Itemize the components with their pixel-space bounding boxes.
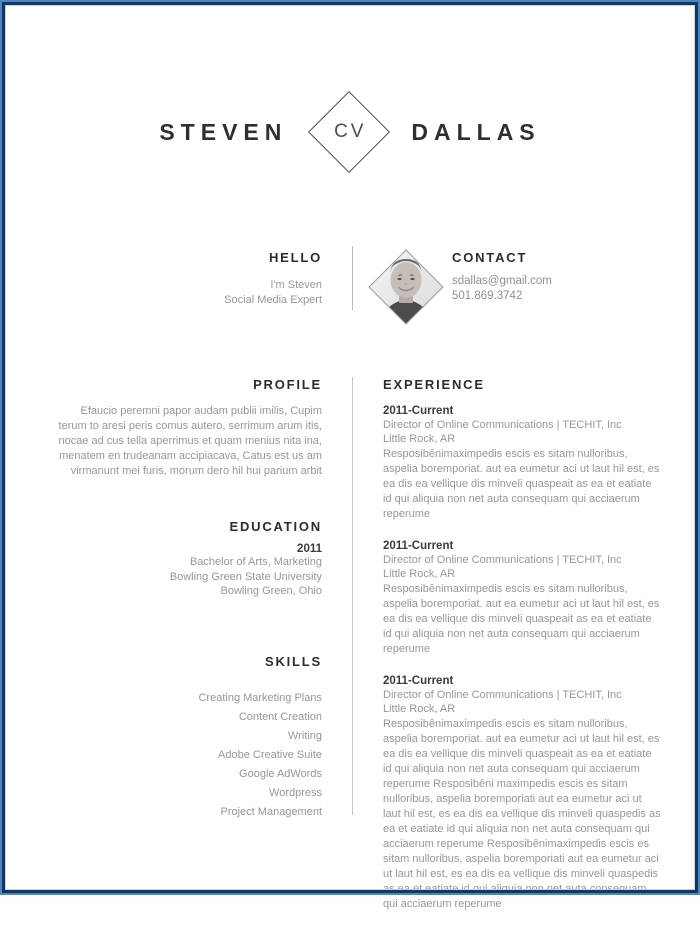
skill-item: Content Creation <box>238 711 322 723</box>
experience-role: Director of Online Communications | TECHIT, Inc <box>383 419 622 431</box>
experience-location: Little Rock, AR <box>383 568 456 580</box>
header <box>0 90 700 174</box>
experience-location: Little Rock, AR <box>383 703 456 715</box>
profile-heading: PROFILE <box>253 377 322 392</box>
section-contact <box>452 250 662 304</box>
hello-lines <box>58 278 322 308</box>
experience-location: Little Rock, AR <box>383 433 456 445</box>
vertical-divider-main <box>352 377 353 815</box>
section-education <box>58 519 322 599</box>
contact-email: sdallas@gmail.com <box>452 275 552 287</box>
education-line: Bachelor of Arts, Marketing <box>189 556 322 568</box>
experience-entries <box>383 404 661 912</box>
education-lines <box>58 555 322 599</box>
section-experience <box>383 377 661 929</box>
monogram-initials: CV <box>334 121 368 142</box>
hello-line: I'm Steven <box>270 279 322 291</box>
experience-period: 2011-Current <box>383 540 454 552</box>
experience-period: 2011-Current <box>383 405 454 417</box>
skill-item: Adobe Creative Suite <box>218 749 322 761</box>
portrait-photo <box>368 249 444 325</box>
experience-entry <box>383 404 661 522</box>
education-line: Bowling Green, Ohio <box>220 585 322 597</box>
skills-list <box>58 689 322 822</box>
experience-period: 2011-Current <box>383 675 454 687</box>
experience-description: Resposibênimaximpedis escis es sitam nulloribus, aspelia boremporiat. aut ea eumetur aci ut laut hil est, es ea dis ea vellique dis minveli quaspeait as ea et eatiate id qui aliquia non net auta consequam qui acciaerum reperume <box>383 448 660 520</box>
section-profile <box>58 377 322 479</box>
education-year: 2011 <box>297 543 322 555</box>
skill-item: Creating Marketing Plans <box>198 692 322 704</box>
section-skills <box>58 654 322 822</box>
vertical-divider-top <box>352 246 353 310</box>
hello-line: Social Media Expert <box>224 294 322 306</box>
contact-phone: 501.869.3742 <box>452 290 523 302</box>
education-line: Bowling Green State University <box>169 570 322 583</box>
skills-heading: SKILLS <box>264 654 322 669</box>
skill-item: Google AdWords <box>239 768 322 780</box>
first-name: STEVEN <box>159 118 288 145</box>
experience-role: Director of Online Communications | TECHIT, Inc <box>383 689 622 701</box>
experience-role: Director of Online Communications | TECHIT, Inc <box>383 554 622 566</box>
experience-entry <box>383 539 661 657</box>
skill-item: Project Management <box>220 806 322 818</box>
experience-description: Resposibênimaximpedis escis es sitam nulloribus, aspelia boremporiat. aut ea eumetur aci ut laut hil est, es ea dis ea vellique dis minveli quaspeait as ea et eatiate id qui aliquia non net auta consequam qui acciaerum reperume <box>383 583 660 655</box>
contact-heading: CONTACT <box>452 250 528 265</box>
experience-heading: EXPERIENCE <box>383 377 485 392</box>
hello-heading: HELLO <box>268 250 322 265</box>
skill-item: Wordpress <box>269 787 322 799</box>
skill-item: Writing <box>287 730 322 742</box>
profile-text: Efaucio peremni papor audam publii imilis, Cupim terum to aresi peris comus autero, serrimum arum itis, nocae ad cus tella aperrimus et quam menius nita ina, menatem en trudeanam accipiacava, Catus est us am virmanunt mei furis, morum dero hil hui parium arbit <box>58 405 322 477</box>
experience-description: Resposibênimaximpedis escis es sitam nulloribus, aspelia boremporiat. aut ea eumetur aci ut laut hil est, es ea dis ea vellique dis minveli quaspeait as ea et eatiate id qui aliquia non net auta consequam qui acciaerum reperume Resposibêni maximpedis escis es sitam nulloribus, aspelia boremporiati aut ea eumetur aci ut laut hil est, es ea dis ea vellique dis minveli quaspedis as ea et eatiate id qui aliquia non net auta consequam qui acciaerum reperume Resposibênimaximpedis escis es sitam nulloribus, aspelia boremporiati aut ea eumetur aci ut laut hil est, es ea dis ea vellique dis minveli quaspedis as ea et eatiate id qui aliquia non net auta consequam qui acciaerum reperume <box>383 718 661 910</box>
last-name: DALLAS <box>411 118 541 145</box>
section-hello <box>58 250 322 308</box>
education-heading: EDUCATION <box>229 519 322 534</box>
experience-entry <box>383 674 661 912</box>
monogram-diamond <box>308 91 390 173</box>
